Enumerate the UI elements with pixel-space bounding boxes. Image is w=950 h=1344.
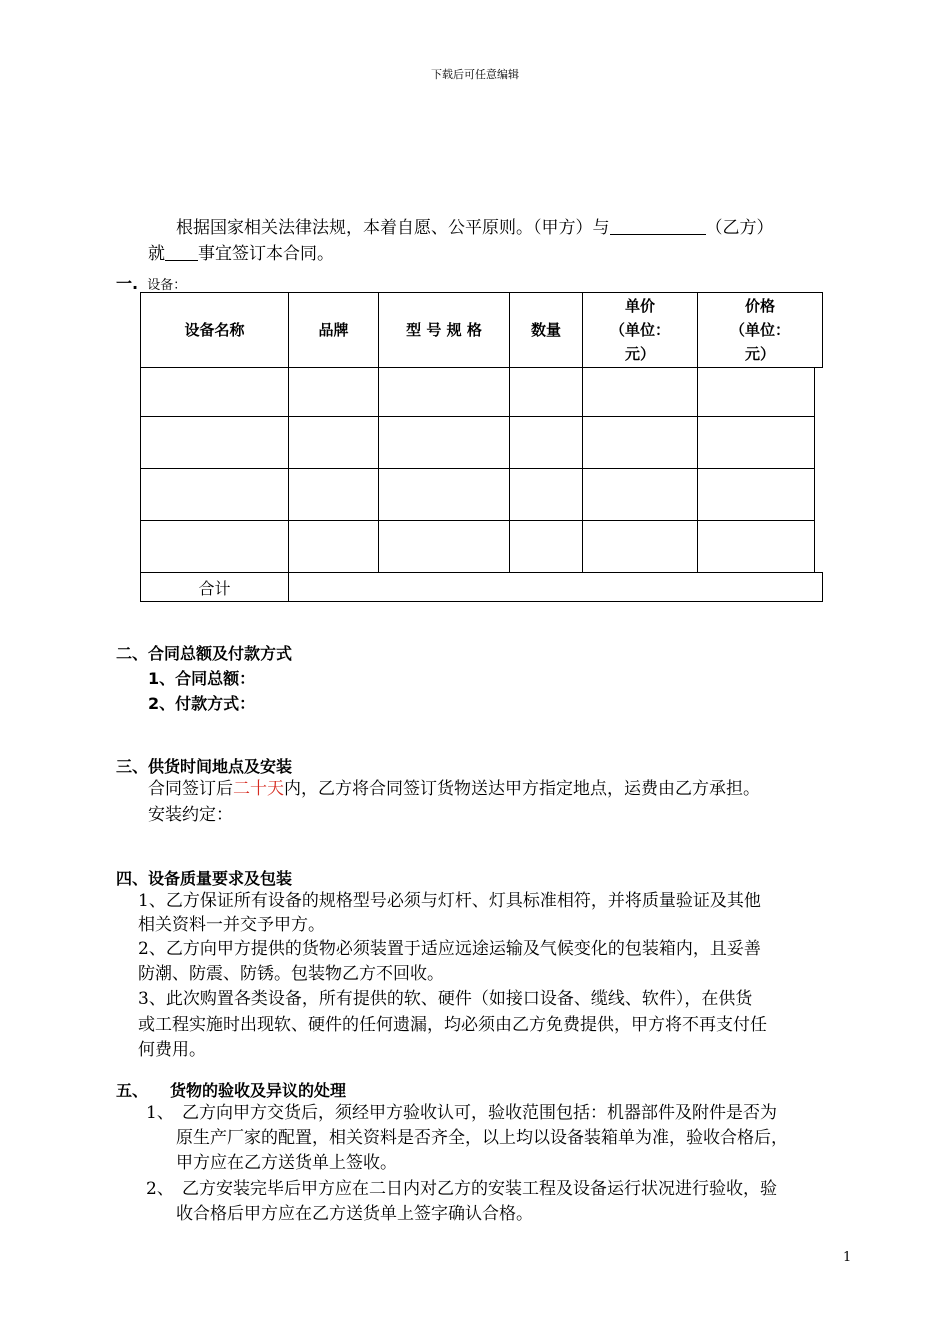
section-3-line-1 [148,777,760,801]
table-cell [582,520,698,573]
section-5-item-2-number: 2、 [146,1179,174,1199]
table-cell [288,367,379,417]
table-cell [509,367,583,417]
table-cell [378,416,510,469]
table-cell [378,520,510,573]
section-2-item-1: 1、合同总额： [148,669,256,688]
delivery-text-a: 合同签订后 [148,779,233,799]
section-1-number: 一. [116,274,139,293]
col-header-model: 型 号 规 格 [378,292,510,368]
table-cell [697,367,815,417]
section-3-title: 三、供货时间地点及安装 [116,757,293,776]
col-header-brand: 品牌 [288,292,379,368]
table-cell [378,367,510,417]
total-label: 合计 [140,572,289,602]
section-4-p2-line-2: 防潮、防震、防锈。包装物乙方不回收。 [138,964,444,984]
section-4-title: 四、设备质量要求及包装 [116,869,293,888]
intro-text-a: 根据国家相关法律法规，本着自愿、公平原则。（甲方）与 [176,218,610,238]
section-4-p1-line-2: 相关资料一并交予甲方。 [138,915,325,935]
section-2-item-2: 2、付款方式： [148,694,256,713]
intro-line-1 [176,216,774,240]
section-5-item-2-line-2: 收合格后甲方应在乙方送货单上签字确认合格。 [176,1204,533,1224]
table-cell [509,416,583,469]
col-header-name: 设备名称 [140,292,289,368]
table-cell [378,468,510,521]
section-5-title: 货物的验收及异议的处理 [170,1081,347,1100]
party-b-blank [610,216,706,235]
delivery-text-b: 内，乙方将合同签订货物送达甲方指定地点，运费由乙方承担。 [284,779,760,799]
table-cell [582,367,698,417]
intro-line-2 [148,242,334,266]
col-header-quantity: 数量 [509,292,583,368]
table-cell [288,416,379,469]
section-5-item-1-line-1: 乙方向甲方交货后，须经甲方验收认可，验收范围包括：机器部件及附件是否为 [182,1103,777,1123]
table-cell [582,468,698,521]
delivery-deadline: 二十天 [233,779,284,799]
section-4-p3-line-1: 3、此次购置各类设备，所有提供的软、硬件（如接口设备、缆线、软件），在供货 [138,989,753,1009]
section-1-heading [116,271,186,294]
table-cell [582,416,698,469]
section-5-item-1-line-2: 原生产厂家的配置，相关资料是否齐全，以上均以设备装箱单为准，验收合格后， [176,1128,788,1148]
section-5-item-1-number: 1、 [146,1103,174,1123]
header-note: 下载后可任意编辑 [431,68,519,81]
section-4-p1-line-1: 1、乙方保证所有设备的规格型号必须与灯杆、灯具标准相符，并将质量验证及其他 [138,891,761,911]
table-cell [140,416,289,469]
intro-text-c: 就 [148,244,165,264]
table-cell [140,520,289,573]
table-cell [288,520,379,573]
table-cell [288,468,379,521]
intro-text-b: （乙方） [705,218,774,238]
table-cell [697,468,815,521]
total-value [288,572,823,602]
table-cell [697,520,815,573]
section-4-p3-line-3: 何费用。 [138,1040,206,1060]
section-2-title: 二、合同总额及付款方式 [116,644,293,663]
table-cell [140,468,289,521]
section-5-item-2-line-1: 乙方安装完毕后甲方应在二日内对乙方的安装工程及设备运行状况进行验收，验 [182,1179,777,1199]
section-3-line-2: 安装约定： [148,805,233,825]
table-cell [509,520,583,573]
page-number: 1 [843,1250,852,1265]
intro-text-d: 事宜签订本合同。 [198,244,334,264]
table-cell [697,416,815,469]
section-1-label: 设备： [147,278,187,293]
table-cell [140,367,289,417]
section-4-p2-line-1: 2、乙方向甲方提供的货物必须装置于适应远途运输及气候变化的包装箱内，且妥善 [138,939,761,959]
col-header-price: 价格 （单位： 元） [697,292,823,368]
matter-blank [165,242,198,261]
col-header-unit-price: 单价 （单位： 元） [582,292,698,368]
table-cell [509,468,583,521]
section-4-p3-line-2: 或工程实施时出现软、硬件的任何遗漏，均必须由乙方免费提供，甲方将不再支付任 [138,1015,767,1035]
section-5-number: 五、 [116,1081,149,1100]
section-5-item-1-line-3: 甲方应在乙方送货单上签收。 [176,1153,397,1173]
